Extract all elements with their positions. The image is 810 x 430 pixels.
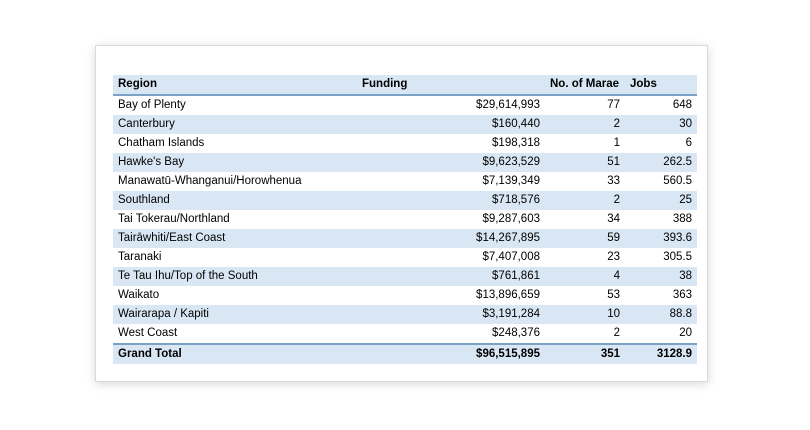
table-row [113, 324, 697, 344]
marae-cell: 1 [613, 136, 620, 149]
jobs-cell: 38 [625, 267, 697, 286]
marae-cell: 33 [607, 174, 620, 187]
jobs-cell: 30 [625, 115, 697, 134]
col-header-funding: Funding [357, 75, 545, 95]
table-card [95, 45, 708, 382]
region-cell: Hawke's Bay [113, 153, 357, 172]
jobs-cell: 560.5 [663, 174, 692, 187]
funding-cell: $29,614,993 [476, 98, 540, 111]
table-row [113, 286, 697, 305]
funding-cell: $14,267,895 [357, 229, 545, 248]
jobs-cell: 6 [685, 136, 692, 149]
table-row [113, 267, 697, 286]
marae-cell: 51 [545, 153, 625, 172]
marae-cell: 34 [607, 212, 620, 225]
jobs-cell: 20 [679, 326, 692, 339]
region-cell: Chatham Islands [118, 136, 205, 149]
marae-cell: 77 [607, 98, 620, 111]
funding-cell: $761,861 [357, 267, 545, 286]
grand-total-label: Grand Total [113, 344, 357, 364]
grand-total-marae: 351 [545, 344, 625, 364]
region-cell: West Coast [118, 326, 178, 339]
region-cell: Canterbury [113, 115, 357, 134]
jobs-cell: 88.8 [625, 305, 697, 324]
jobs-cell: 388 [672, 212, 692, 225]
col-header-marae: No. of Marae [545, 75, 625, 95]
table-row [113, 248, 697, 267]
jobs-cell: 648 [672, 98, 692, 111]
jobs-cell: 363 [672, 288, 692, 301]
funding-cell: $160,440 [357, 115, 545, 134]
marae-cell: 4 [545, 267, 625, 286]
table-footer [113, 344, 697, 364]
table-row [113, 191, 697, 210]
table-header [113, 75, 697, 95]
table-row [113, 115, 697, 134]
marae-cell: 59 [545, 229, 625, 248]
region-cell: Tairāwhiti/East Coast [113, 229, 357, 248]
marae-cell: 10 [545, 305, 625, 324]
funding-cell: $9,287,603 [482, 212, 540, 225]
jobs-cell: 262.5 [625, 153, 697, 172]
region-cell: Manawatū-Whanganui/Horowhenua [118, 174, 302, 187]
region-cell: Bay of Plenty [118, 98, 186, 111]
header-row [113, 75, 697, 95]
funding-cell: $13,896,659 [476, 288, 540, 301]
jobs-cell: 25 [625, 191, 697, 210]
marae-cell: 2 [545, 191, 625, 210]
marae-cell: 2 [545, 115, 625, 134]
table-row [113, 95, 697, 115]
region-cell: Te Tau Ihu/Top of the South [113, 267, 357, 286]
funding-cell: $7,139,349 [482, 174, 540, 187]
marae-cell: 2 [613, 326, 620, 339]
funding-cell: $7,407,008 [482, 250, 540, 263]
regional-funding-table [113, 75, 697, 364]
grand-total-funding: $96,515,895 [357, 344, 545, 364]
col-header-region: Region [113, 75, 357, 95]
marae-cell: 53 [607, 288, 620, 301]
region-cell: Waikato [118, 288, 160, 301]
table-row [113, 229, 697, 248]
jobs-cell: 393.6 [625, 229, 697, 248]
col-header-jobs: Jobs [625, 75, 697, 95]
grand-total-jobs: 3128.9 [625, 344, 697, 364]
funding-cell: $9,623,529 [357, 153, 545, 172]
table-row [113, 210, 697, 229]
region-cell: Southland [113, 191, 357, 210]
table-row [113, 172, 697, 191]
table-row [113, 153, 697, 172]
table-row [113, 134, 697, 153]
region-cell: Taranaki [118, 250, 162, 263]
table-row [113, 305, 697, 324]
funding-cell: $248,376 [492, 326, 540, 339]
region-cell: Wairarapa / Kapiti [113, 305, 357, 324]
funding-cell: $718,576 [357, 191, 545, 210]
table-body [113, 95, 697, 344]
funding-cell: $198,318 [492, 136, 540, 149]
marae-cell: 23 [607, 250, 620, 263]
grand-total-row [113, 344, 697, 364]
jobs-cell: 305.5 [663, 250, 692, 263]
funding-cell: $3,191,284 [357, 305, 545, 324]
region-cell: Tai Tokerau/Northland [118, 212, 230, 225]
